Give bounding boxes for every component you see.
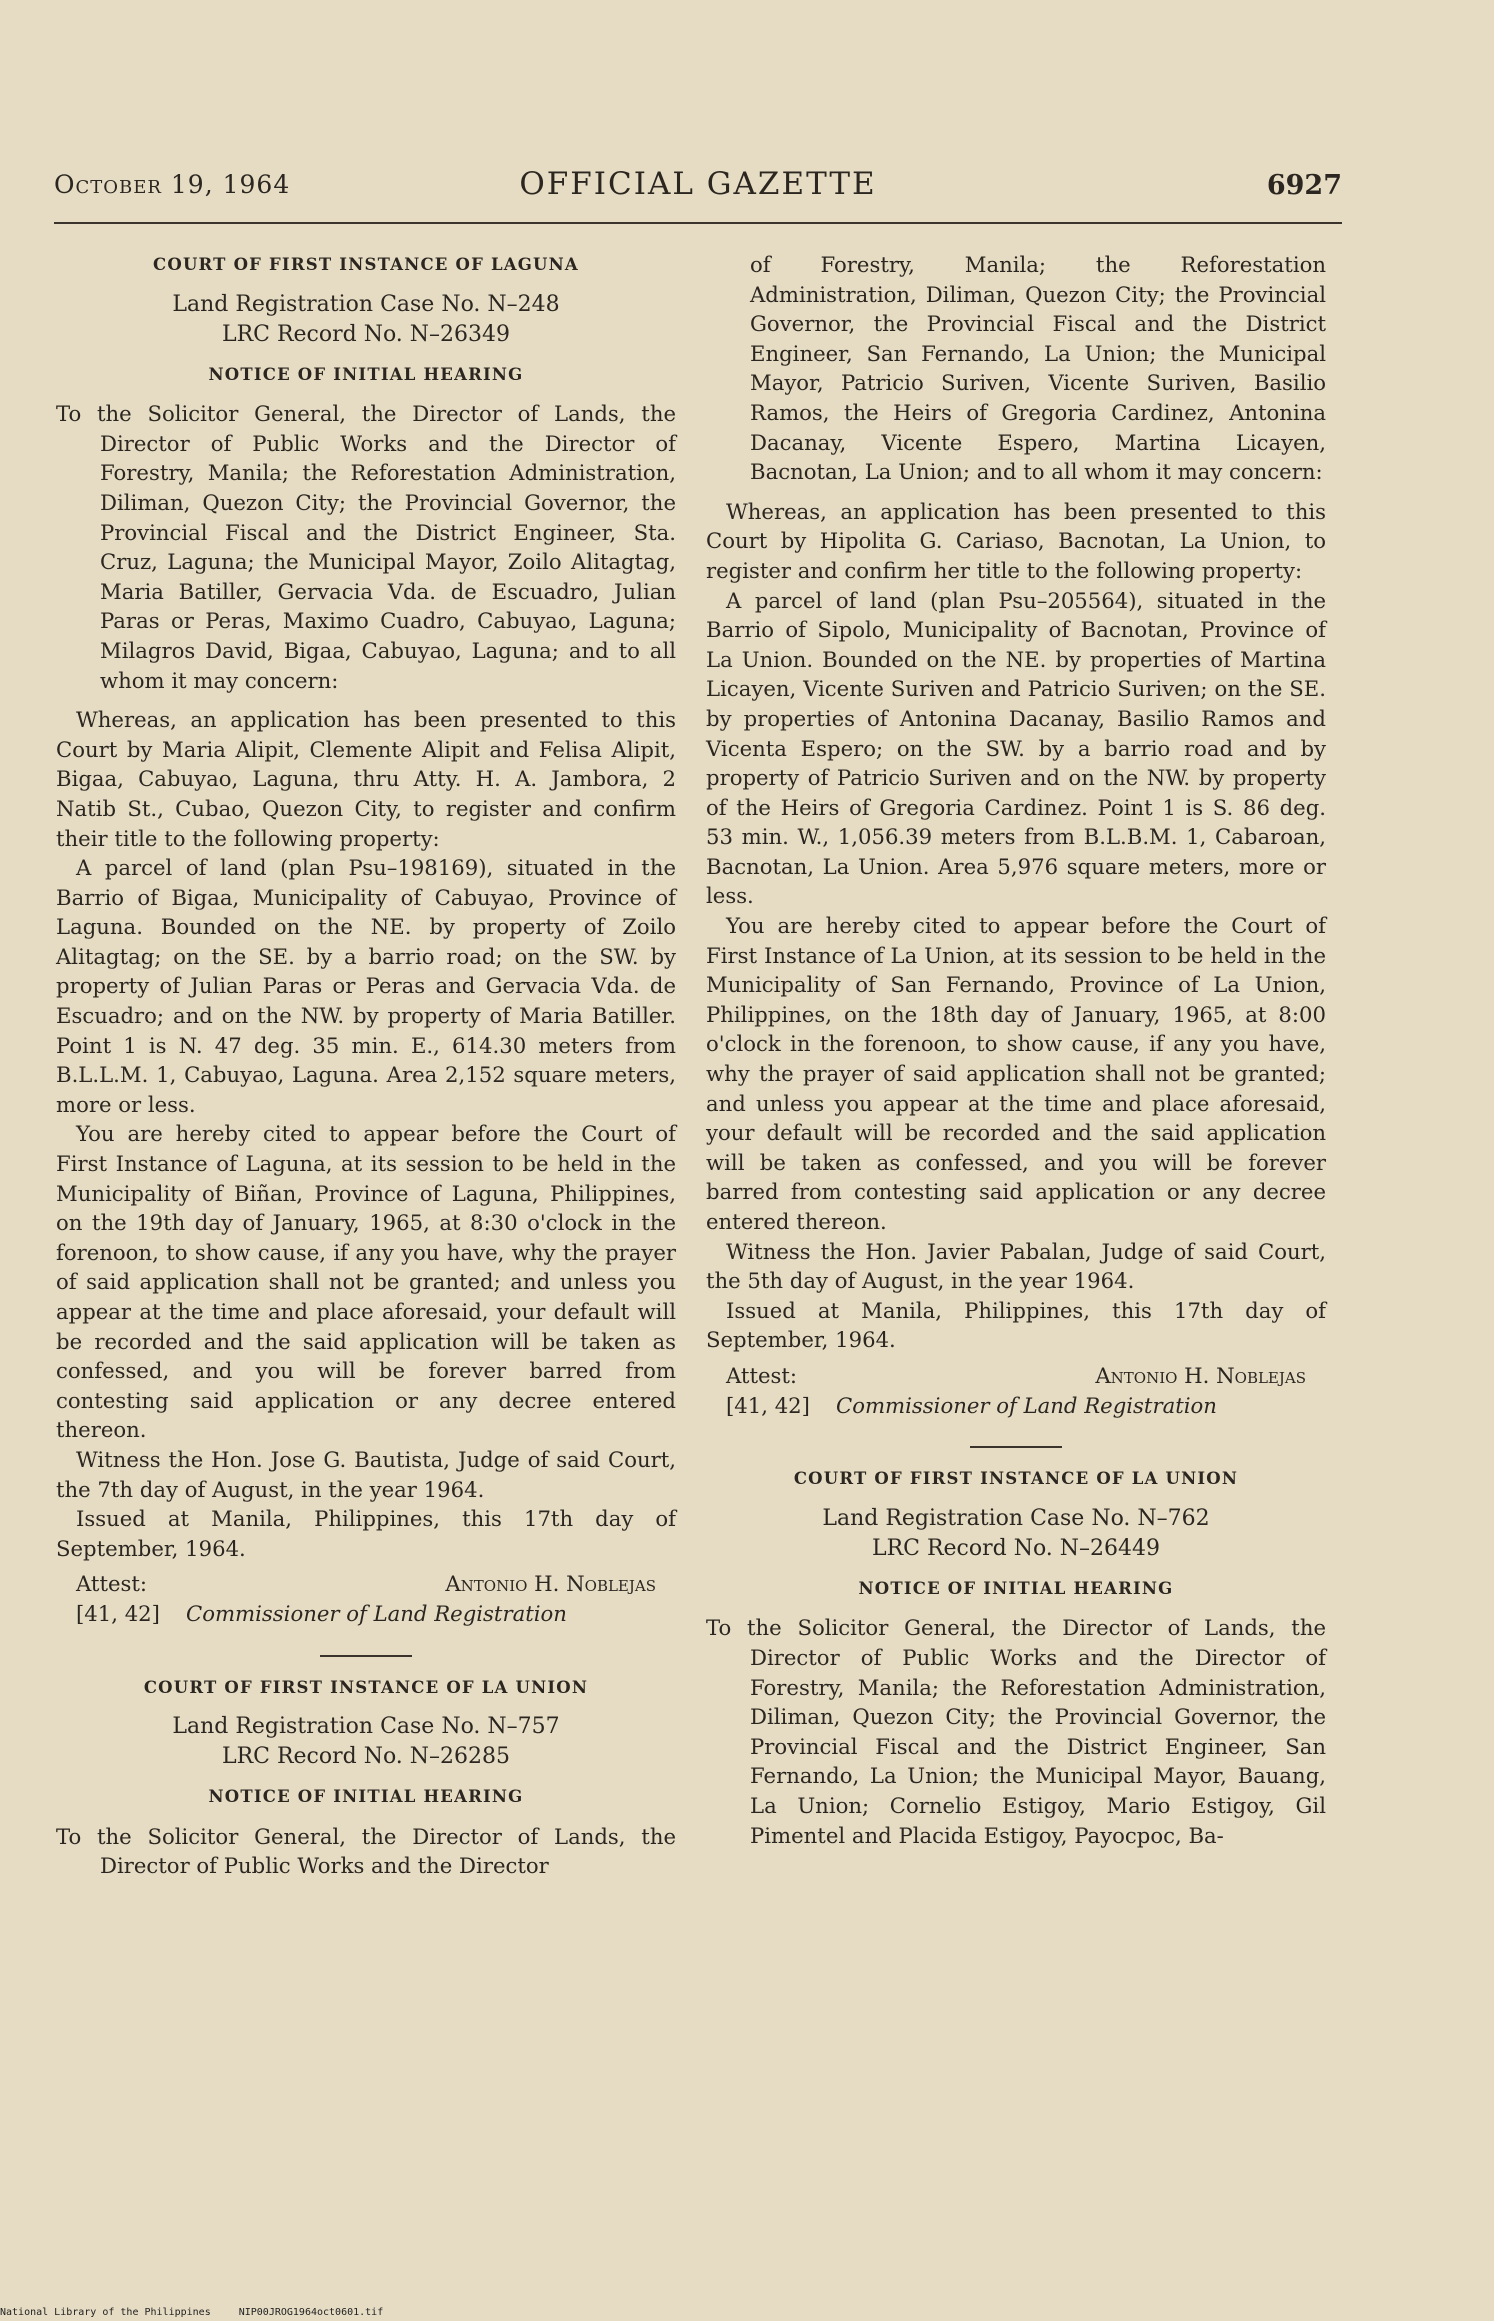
attest-line (56, 1569, 676, 1599)
case-number: Land Registration Case No. N–248 (172, 291, 560, 317)
citation-paragraph: You are hereby cited to appear before the Court of First Instance of Laguna, at its session to be held in the Municipality of Biñan, Province of Laguna, Philippines, on the 19th day of January, 1965, at 8:30 o'clock in the forenoon, to show cause, if any you have, why the prayer of said application shall not be granted; and unless you appear at the time and place aforesaid, your default will be recorded and the said application will be taken as confessed, and you will be forever barred from contesting said application or any decree entered thereon. (56, 1121, 676, 1443)
issue-date: October 19, 1964 (54, 170, 291, 199)
notice-title: NOTICE OF INITIAL HEARING (858, 1578, 1174, 1598)
court-heading: COURT OF FIRST INSTANCE OF LA UNION (793, 1469, 1239, 1489)
attest-title-line (706, 1391, 1326, 1421)
record-number: LRC Record No. N–26349 (221, 321, 511, 347)
notice-title: NOTICE OF INITIAL HEARING (208, 1787, 524, 1807)
signatory-title: Commissioner of Land Registration (836, 1392, 1217, 1418)
addressees: To the Solicitor General, the Director of Lands, the Director of Public Works and the Director of Forestry, Manila; the Reforestation Administration, Diliman, Quezon City; the Provincial Governor, the Provincial Fiscal and the District Engineer, San Fernando, La Union; the Municipal Mayor, Bauang, La Union; Cornelio Estigoy, Mario Estigoy, Gil Pimentel and Placida Estigoy, Payocpoc, Ba- (706, 1615, 1326, 1848)
attest-label: Attest: (76, 1571, 148, 1597)
addressees: To the Solicitor General, the Director of Lands, the Director of Public Works and the Director of Forestry, Manila; the Reforestation Administration, Diliman, Quezon City; the Provincial Governor, the Provincial Fiscal and the District Engineer, Sta. Cruz, Laguna; the Municipal Mayor, Zoilo Alitagtag, Maria Batiller, Gervacia Vda. de Escuadro, Julian Paras or Peras, Maximo Cuadro, Cabuyao, Laguna; Milagros David, Bigaa, Cabuyao, Laguna; and to all whom it may concern: (56, 401, 676, 693)
notice-la-union-n762 (706, 1464, 1326, 1850)
case-number: Land Registration Case No. N–762 (822, 1505, 1210, 1531)
reference-number: [41, 42] (76, 1600, 160, 1626)
scan-filename: NIP00JROG1964oct0601.tif (238, 2307, 384, 2318)
page-number: 6927 (1266, 170, 1342, 201)
publication-title: OFFICIAL GAZETTE (519, 166, 877, 202)
attest-title-line (56, 1599, 676, 1629)
notice-title: NOTICE OF INITIAL HEARING (208, 364, 524, 384)
running-head (54, 166, 1342, 210)
issued-paragraph: Issued at Manila, Philippines, this 17th day of September, 1964. (56, 1506, 676, 1561)
record-number: LRC Record No. N–26285 (221, 1744, 511, 1770)
whereas-paragraph: Whereas, an application has been presented to this Court by Hipolita G. Cariaso, Bacnotan, La Union, to register and confirm her title to the following property: (706, 498, 1326, 583)
parcel-description: A parcel of land (plan Psu–198169), situated in the Barrio of Bigaa, Municipality of Cabuyao, Province of Laguna. Bounded on the NE. by property of Zoilo Alitagtag; on the SE. by a barrio road; on the SW. by property of Julian Paras or Peras and Gervacia Vda. de Escuadro; and on the NW. by property of Maria Batiller. Point 1 is N. 47 deg. 35 min. E., 614.30 meters from B.L.L.M. 1, Cabuyao, Laguna. Area 2,152 square meters, more or less. (56, 855, 676, 1117)
attest-label: Attest: (726, 1362, 798, 1388)
addressees-continued: of Forestry, Manila; the Reforestation Administration, Diliman, Quezon City; the Provincial Governor, the Provincial Fiscal and the District Engineer, San Fernando, La Union; the Municipal Mayor, Patricio Suriven, Vicente Suriven, Basilio Ramos, the Heirs of Gregoria Cardinez, Antonina Dacanay, Vicente Espero, Martina Licayen, Bacnotan, La Union; and to all whom it may concern: (750, 252, 1326, 485)
notice-la-union-n757-continued (706, 250, 1326, 1448)
attest-line (706, 1361, 1326, 1391)
parcel-description: A parcel of land (plan Psu–205564), situated in the Barrio of Sipolo, Municipality of Bacnotan, Province of La Union. Bounded on the NE. by properties of Martina Licayen, Vicente Suriven and Patricio Suriven; on the SE. by properties of Antonina Dacanay, Basilio Ramos and Vicenta Espero; on the SW. by a barrio road and by property of Patricio Suriven and on the NW. by property of the Heirs of Gregoria Cardinez. Point 1 is S. 86 deg. 53 min. W., 1,056.39 meters from B.L.B.M. 1, Cabaroan, Bacnotan, La Union. Area 5,976 square meters, more or less. (706, 587, 1326, 909)
addressees-start: To the Solicitor General, the Director of Lands, the Director of Public Works and the Director (56, 1823, 676, 1879)
reference-number: [41, 42] (726, 1392, 810, 1418)
witness-paragraph: Witness the Hon. Javier Pabalan, Judge of said Court, the 5th day of August, in the year 1964. (706, 1238, 1326, 1294)
case-number: Land Registration Case No. N–757 (172, 1714, 560, 1740)
attest-signatory: Antonio H. Noblejas (445, 1571, 656, 1597)
notice-laguna-n248 (56, 250, 676, 1657)
header-rule (54, 222, 1342, 224)
citation-paragraph: You are hereby cited to appear before the Court of First Instance of La Union, at its session to be held in the Municipality of San Fernando, Province of La Union, Philippines, on the 18th day of January, 1965, at 8:00 o'clock in the forenoon, to show cause, if any you have, why the prayer of said application shall not be granted; and unless you appear at the time and place aforesaid, your default will be recorded and the said application will be taken as confessed, and you will be forever barred from contesting said application or any decree entered thereon. (706, 913, 1326, 1234)
whereas-paragraph: Whereas, an application has been presented to this Court by Maria Alipit, Clemente Alipit and Felisa Alipit, Bigaa, Cabuyao, Laguna, thru Atty. H. A. Jambora, 2 Natib St., Cubao, Quezon City, to register and confirm their title to the following property: (56, 707, 676, 851)
library-credit: National Library of the Philippines (0, 2307, 211, 2318)
issued-paragraph: Issued at Manila, Philippines, this 17th day of September, 1964. (706, 1297, 1326, 1353)
notice-la-union-n757-start (56, 1673, 676, 1881)
record-number: LRC Record No. N–26449 (871, 1535, 1161, 1561)
scan-footer (0, 2307, 383, 2318)
court-heading: COURT OF FIRST INSTANCE OF LA UNION (143, 1677, 589, 1697)
attest-signatory: Antonio H. Noblejas (1095, 1362, 1306, 1388)
signatory-title: Commissioner of Land Registration (186, 1600, 567, 1626)
right-column (706, 250, 1326, 1850)
left-column (56, 250, 676, 1881)
court-heading: COURT OF FIRST INSTANCE OF LAGUNA (153, 255, 579, 274)
witness-paragraph: Witness the Hon. Jose G. Bautista, Judge of said Court, the 7th day of August, in the year 1964. (56, 1446, 676, 1502)
